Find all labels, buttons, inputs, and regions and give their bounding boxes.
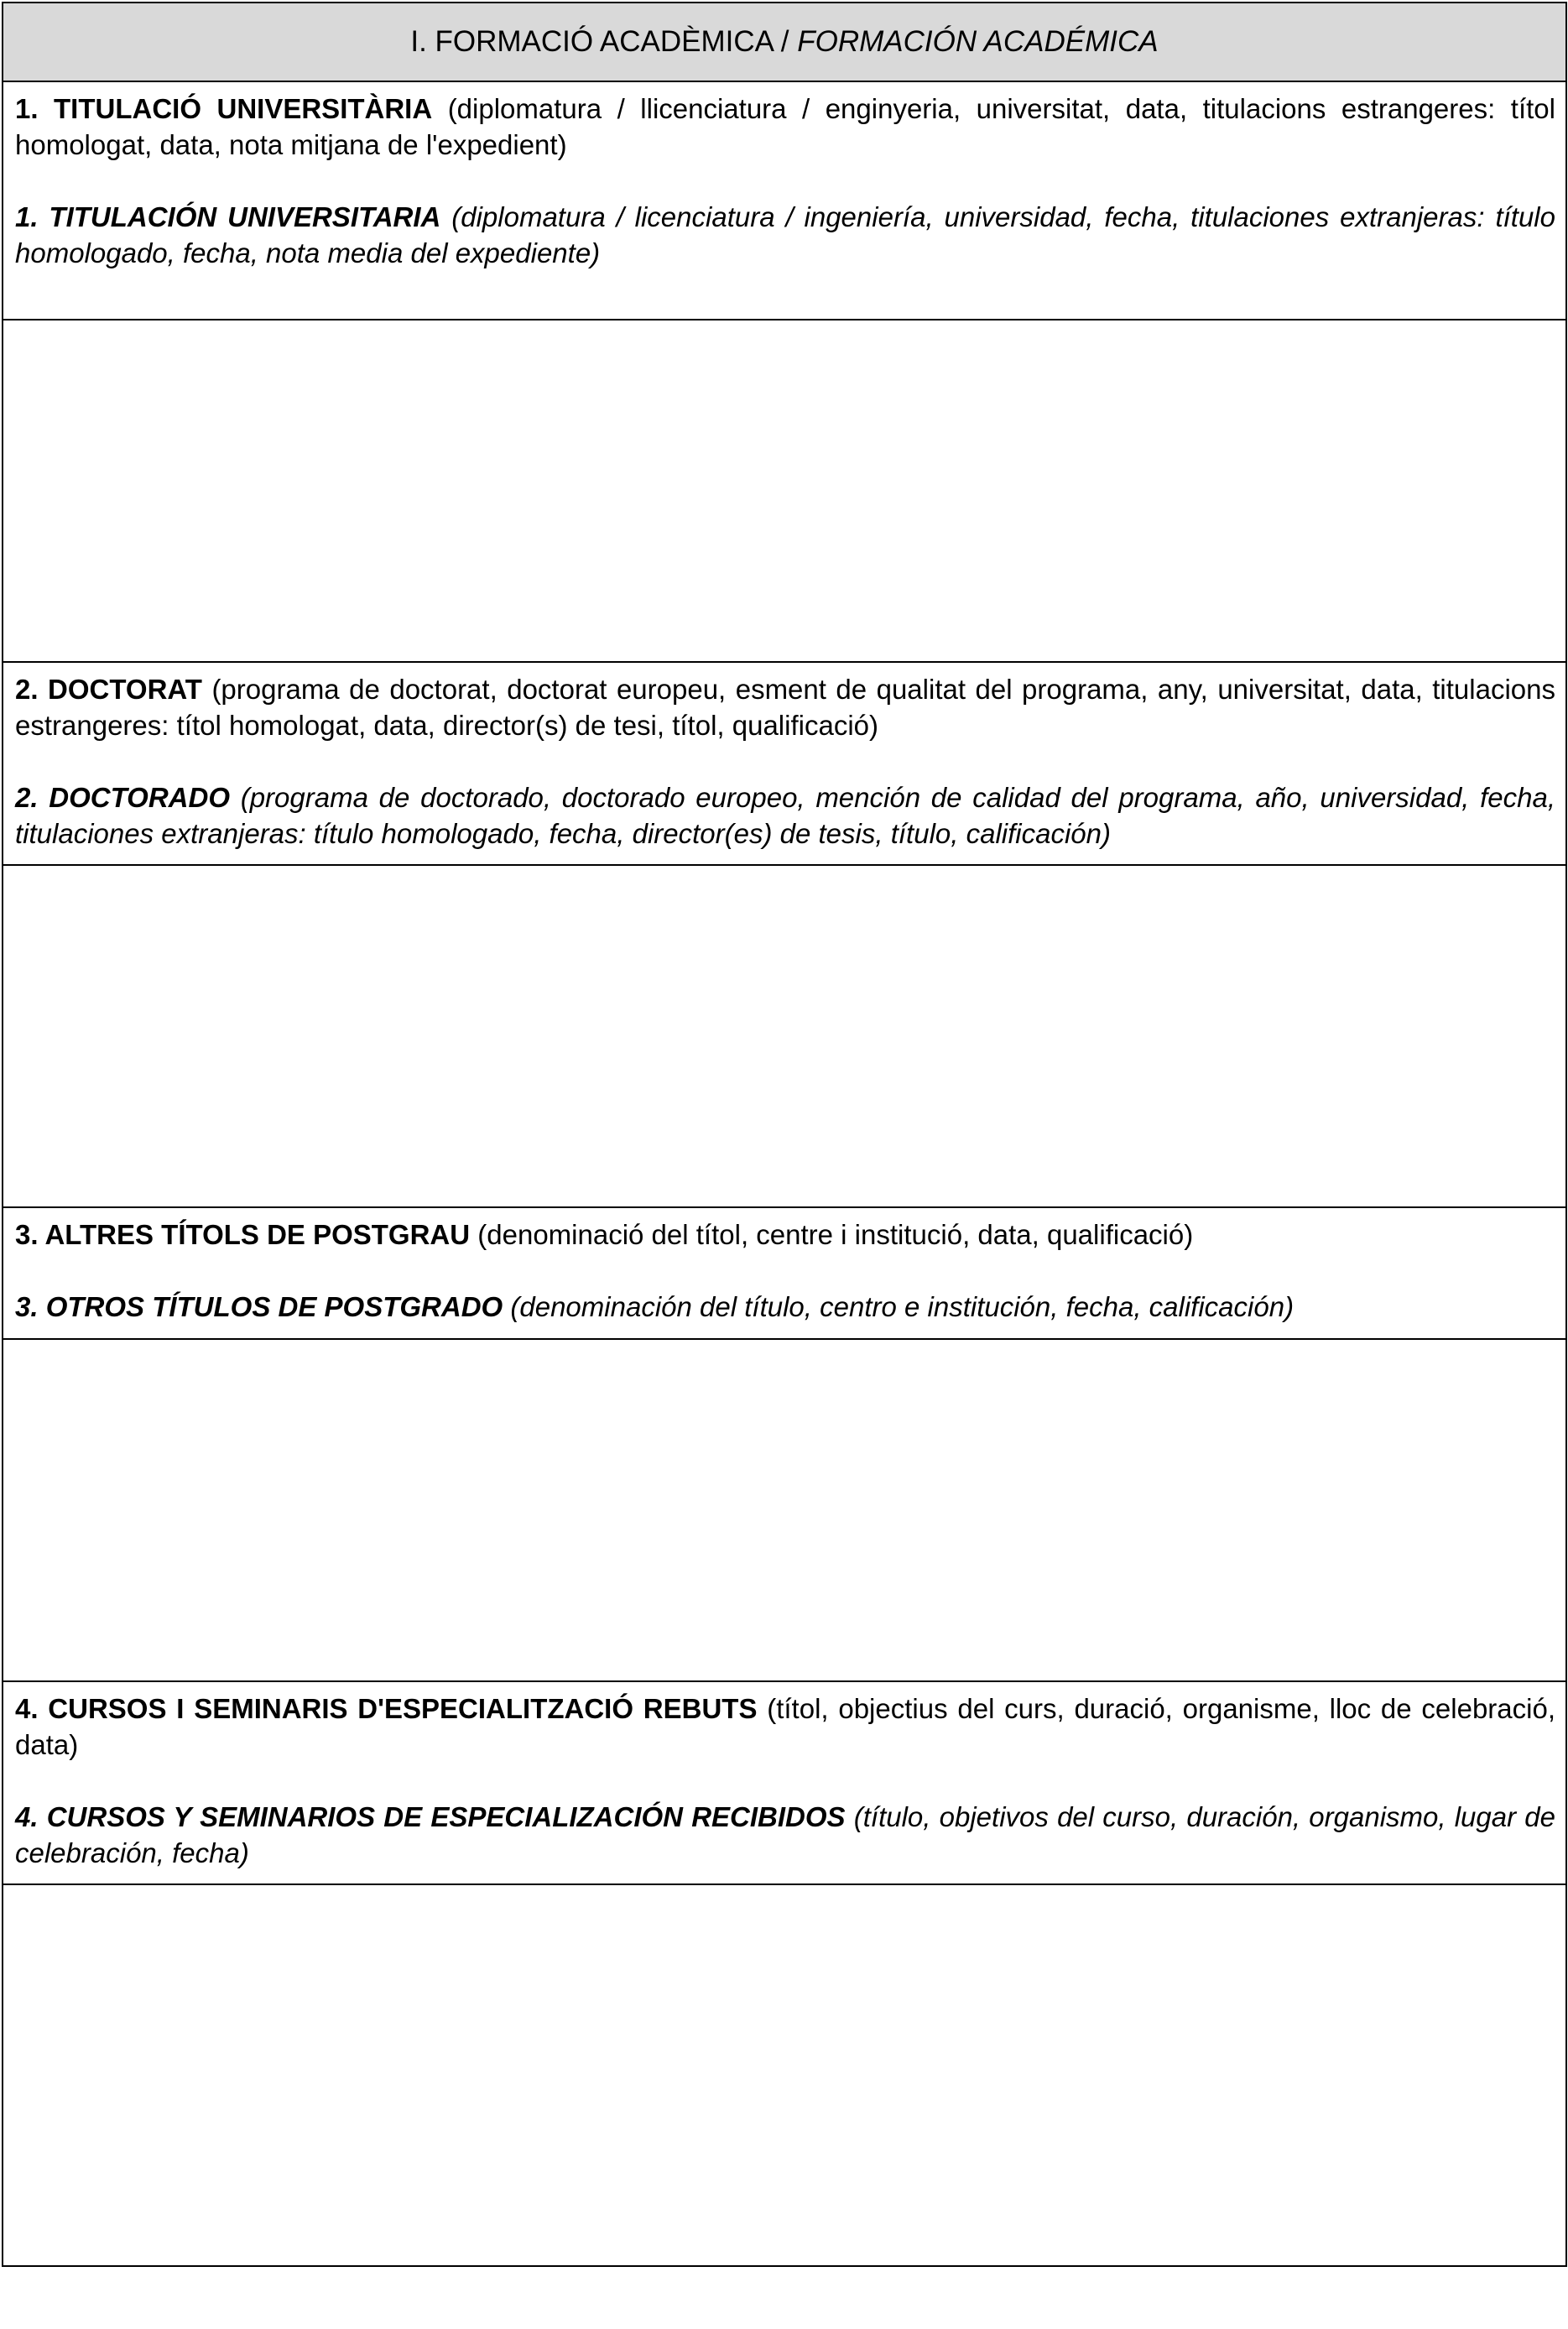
- section-3-heading-row: [3, 1207, 1566, 1339]
- section-4-answer-row: [3, 1884, 1566, 2266]
- academic-training-form: [2, 2, 1567, 2267]
- section-3-catalan-text: [15, 1217, 1555, 1253]
- section-2-spanish-text: [15, 779, 1555, 852]
- section-2-heading: [3, 662, 1566, 865]
- section-4-answer-field[interactable]: [3, 1884, 1566, 2266]
- section-2-spanish-detail: (programa de doctorado, doctorado europeo, mención de calidad del programa, año, universidad, fecha, titulaciones extranjeras: título homologado, fecha, director(es) de tesis, título, calificación): [15, 782, 1555, 849]
- form-title: [3, 3, 1566, 81]
- section-2-catalan-detail: (programa de doctorat, doctorat europeu, esment de qualitat del programa, any, universitat, data, titulacions estrangeres: títol homologat, data, director(s) de tesi, títol, qualificació): [15, 674, 1556, 741]
- section-3-answer-field[interactable]: [3, 1339, 1566, 1681]
- section-4-spanish-title: 4. CURSOS Y SEMINARIOS DE ESPECIALIZACIÓN RECIBIDOS: [15, 1801, 846, 1832]
- section-4-catalan-detail: (títol, objectius del curs, duració, organisme, lloc de celebració, data): [15, 1693, 1555, 1760]
- section-3-spanish-detail: (denominación del título, centro e institución, fecha, calificación): [503, 1291, 1295, 1322]
- form-header-row: [3, 3, 1566, 81]
- section-2-answer-row: [3, 865, 1566, 1207]
- section-3-spanish-text: [15, 1289, 1555, 1325]
- section-2-catalan-text: [15, 671, 1555, 743]
- section-4-catalan-title: 4. CURSOS I SEMINARIS D'ESPECIALITZACIÓ REBUTS: [15, 1693, 758, 1724]
- section-1-catalan-text: [15, 91, 1555, 163]
- section-1-spanish-text: [15, 199, 1555, 271]
- section-2-answer-field[interactable]: [3, 865, 1566, 1207]
- section-1-answer-row: [3, 320, 1566, 662]
- section-4-spanish-text: [15, 1799, 1555, 1871]
- section-2-heading-row: [3, 662, 1566, 865]
- section-1-spanish-detail: (diplomatura / licenciatura / ingeniería, universidad, fecha, titulaciones extranjeras: título homologado, fecha, nota media del expediente): [15, 201, 1555, 268]
- section-1-catalan-detail: (diplomatura / llicenciatura / enginyeria, universitat, data, titulacions estrangeres: títol homologat, data, nota mitjana de l'expedient): [15, 93, 1555, 160]
- section-2-catalan-title: 2. DOCTORAT: [15, 674, 202, 705]
- section-3-answer-row: [3, 1339, 1566, 1681]
- section-4-spanish-detail: (título, objetivos del curso, duración, organismo, lugar de celebración, fecha): [15, 1801, 1555, 1868]
- section-3-catalan-detail: (denominació del títol, centre i institució, data, qualificació): [470, 1219, 1194, 1250]
- section-1-spanish-title: 1. TITULACIÓN UNIVERSITARIA: [15, 201, 441, 232]
- section-1-answer-field[interactable]: [3, 320, 1566, 662]
- section-2-spanish-title: 2. DOCTORADO: [15, 782, 230, 813]
- section-1-catalan-title: 1. TITULACIÓ UNIVERSITÀRIA: [15, 93, 433, 124]
- section-4-heading-row: [3, 1681, 1566, 1884]
- section-3-catalan-title: 3. ALTRES TÍTOLS DE POSTGRAU: [15, 1219, 471, 1250]
- section-4-heading: [3, 1681, 1566, 1884]
- section-1-heading-row: [3, 81, 1566, 320]
- section-3-spanish-title: 3. OTROS TÍTULOS DE POSTGRADO: [15, 1291, 503, 1322]
- section-4-catalan-text: [15, 1691, 1555, 1763]
- form-title-spanish: FORMACIÓN ACADÉMICA: [797, 25, 1159, 58]
- section-3-heading: [3, 1207, 1566, 1339]
- section-1-heading: [3, 81, 1566, 320]
- form-title-catalan: I. FORMACIÓ ACADÈMICA /: [410, 25, 798, 58]
